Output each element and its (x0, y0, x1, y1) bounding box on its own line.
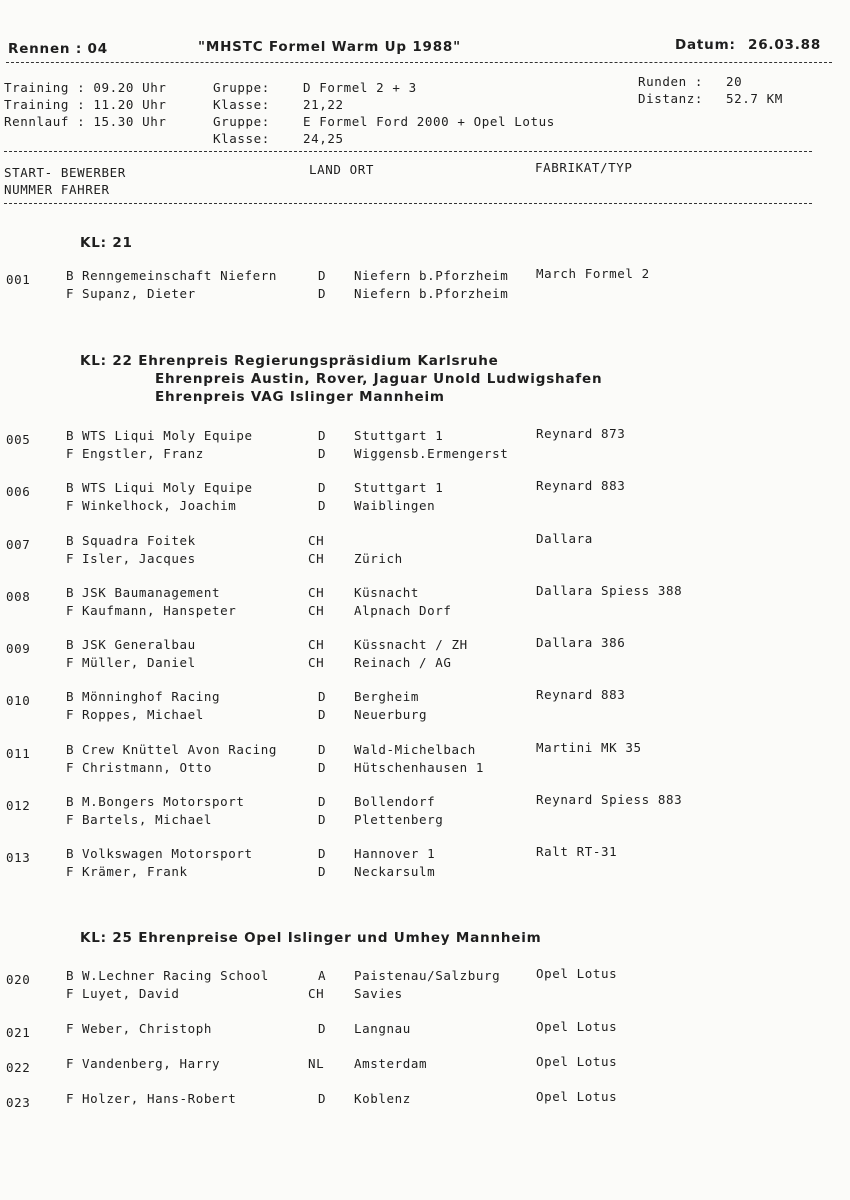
start-number: 007 (6, 537, 31, 552)
country-code: CH (308, 585, 325, 600)
role-marker: F (66, 1056, 75, 1071)
country-code: D (318, 268, 327, 283)
group-row: Gruppe: E Formel Ford 2000 + Opel Lotus (213, 114, 555, 129)
driver-name: Winkelhock, Joachim (82, 498, 237, 513)
country-code: D (318, 480, 327, 495)
location: Niefern b.Pforzheim (354, 286, 509, 301)
country-code: D (318, 1091, 327, 1106)
entrant-name: Volkswagen Motorsport (82, 846, 253, 861)
schedule-row: Training : 11.20 Uhr (4, 97, 167, 112)
country-code: CH (308, 533, 325, 548)
country-code: D (318, 446, 327, 461)
location: Küsnacht (354, 585, 420, 600)
location: Reinach / AG (354, 655, 452, 670)
driver-name: Vandenberg, Harry (82, 1056, 221, 1071)
col-fabrikat: FABRIKAT/TYP (535, 160, 633, 175)
start-number: 009 (6, 641, 31, 656)
car-model: Reynard 883 (536, 687, 626, 702)
car-model: Martini MK 35 (536, 740, 642, 755)
race-info (638, 73, 783, 107)
start-number: 020 (6, 972, 31, 987)
start-number: 010 (6, 693, 31, 708)
divider (4, 151, 812, 152)
date-label: Datum: (675, 37, 736, 53)
col-land-ort: LAND ORT (309, 162, 375, 177)
driver-name: Kaufmann, Hanspeter (82, 603, 237, 618)
role-marker: F (66, 1091, 75, 1106)
class-heading: KL: 22 Ehrenpreis Regierungspräsidium Karlsruhe (80, 353, 499, 369)
role-marker: B (66, 637, 75, 652)
role-marker: B (66, 533, 75, 548)
entrant-name: Crew Knüttel Avon Racing (82, 742, 278, 757)
country-code: D (318, 742, 327, 757)
start-number: 005 (6, 432, 31, 447)
country-code: D (318, 1021, 327, 1036)
role-marker: B (66, 846, 75, 861)
location: Langnau (354, 1021, 411, 1036)
country-code: D (318, 864, 327, 879)
driver-name: Isler, Jacques (82, 551, 196, 566)
role-marker: B (66, 585, 75, 600)
entrant-name: WTS Liqui Moly Equipe (82, 428, 253, 443)
entrant-name: JSK Baumanagement (82, 585, 221, 600)
role-marker: B (66, 689, 75, 704)
location: Zürich (354, 551, 403, 566)
start-number: 012 (6, 798, 31, 813)
car-model: Reynard 883 (536, 478, 626, 493)
distance-row: Distanz: 52.7 KM (638, 91, 783, 106)
country-code: CH (308, 603, 325, 618)
location: Wald-Michelbach (354, 742, 476, 757)
role-marker: F (66, 498, 75, 513)
location: Küssnacht / ZH (354, 637, 468, 652)
role-marker: B (66, 794, 75, 809)
role-marker: F (66, 603, 75, 618)
country-code: D (318, 760, 327, 775)
role-marker: F (66, 707, 75, 722)
role-marker: F (66, 812, 75, 827)
start-number: 021 (6, 1025, 31, 1040)
role-marker: F (66, 551, 75, 566)
driver-name: Weber, Christoph (82, 1021, 213, 1036)
entrant-name: M.Bongers Motorsport (82, 794, 245, 809)
car-model: Opel Lotus (536, 966, 618, 981)
role-marker: F (66, 446, 75, 461)
driver-name: Christmann, Otto (82, 760, 213, 775)
location: Bergheim (354, 689, 420, 704)
divider (4, 203, 812, 204)
location: Paistenau/Salzburg (354, 968, 501, 983)
location: Wiggensb.Ermengerst (354, 446, 509, 461)
role-marker: F (66, 986, 75, 1001)
class-heading: Ehrenpreis VAG Islinger Mannheim (155, 389, 445, 405)
role-marker: F (66, 760, 75, 775)
location: Savies (354, 986, 403, 1001)
role-marker: F (66, 655, 75, 670)
role-marker: F (66, 864, 75, 879)
car-model: Opel Lotus (536, 1089, 618, 1104)
entrant-name: W.Lechner Racing School (82, 968, 269, 983)
country-code: D (318, 812, 327, 827)
role-marker: B (66, 428, 75, 443)
schedule-block (4, 79, 167, 130)
driver-name: Luyet, David (82, 986, 180, 1001)
start-number: 013 (6, 850, 31, 865)
entrant-name: JSK Generalbau (82, 637, 196, 652)
car-model: Opel Lotus (536, 1019, 618, 1034)
driver-name: Holzer, Hans-Robert (82, 1091, 237, 1106)
role-marker: B (66, 268, 75, 283)
location: Neuerburg (354, 707, 428, 722)
driver-name: Engstler, Franz (82, 446, 204, 461)
driver-name: Bartels, Michael (82, 812, 213, 827)
start-number: 011 (6, 746, 31, 761)
car-model: Dallara 386 (536, 635, 626, 650)
country-code: CH (308, 551, 325, 566)
entrant-name: WTS Liqui Moly Equipe (82, 480, 253, 495)
date-value: 26.03.88 (748, 37, 822, 53)
location: Alpnach Dorf (354, 603, 452, 618)
col-nummer-fahrer: NUMMER FAHRER (4, 182, 110, 197)
country-code: D (318, 794, 327, 809)
car-model: Ralt RT-31 (536, 844, 618, 859)
location: Plettenberg (354, 812, 444, 827)
country-code: A (318, 968, 327, 983)
car-model: Reynard 873 (536, 426, 626, 441)
location: Niefern b.Pforzheim (354, 268, 509, 283)
role-marker: F (66, 286, 75, 301)
car-model: March Formel 2 (536, 266, 650, 281)
group-row: Klasse: 24,25 (213, 131, 344, 146)
country-code: NL (308, 1056, 325, 1071)
divider (6, 62, 832, 63)
schedule-row: Training : 09.20 Uhr (4, 80, 167, 95)
start-number: 006 (6, 484, 31, 499)
car-model: Reynard Spiess 883 (536, 792, 683, 807)
car-model: Opel Lotus (536, 1054, 618, 1069)
race-title: "MHSTC Formel Warm Up 1988" (198, 39, 461, 55)
schedule-row: Rennlauf : 15.30 Uhr (4, 114, 167, 129)
class-heading: KL: 25 Ehrenpreise Opel Islinger und Umhey Mannheim (80, 930, 542, 946)
class-heading: KL: 21 (80, 235, 133, 251)
start-number: 023 (6, 1095, 31, 1110)
role-marker: B (66, 742, 75, 757)
driver-name: Müller, Daniel (82, 655, 196, 670)
group-block (213, 79, 555, 147)
country-code: CH (308, 655, 325, 670)
group-row: Gruppe: D Formel 2 + 3 (213, 80, 417, 95)
start-number: 022 (6, 1060, 31, 1075)
location: Stuttgart 1 (354, 480, 444, 495)
location: Bollendorf (354, 794, 436, 809)
location: Hütschenhausen 1 (354, 760, 485, 775)
driver-name: Roppes, Michael (82, 707, 204, 722)
country-code: D (318, 286, 327, 301)
class-heading: Ehrenpreis Austin, Rover, Jaguar Unold Ludwigshafen (155, 371, 603, 387)
location: Koblenz (354, 1091, 411, 1106)
country-code: CH (308, 986, 325, 1001)
location: Amsterdam (354, 1056, 428, 1071)
entrant-name: Renngemeinschaft Niefern (82, 268, 278, 283)
country-code: CH (308, 637, 325, 652)
location: Neckarsulm (354, 864, 436, 879)
car-model: Dallara Spiess 388 (536, 583, 683, 598)
location: Hannover 1 (354, 846, 436, 861)
start-number: 008 (6, 589, 31, 604)
country-code: D (318, 846, 327, 861)
role-marker: F (66, 1021, 75, 1036)
entrant-name: Mönninghof Racing (82, 689, 221, 704)
country-code: D (318, 707, 327, 722)
driver-name: Krämer, Frank (82, 864, 188, 879)
role-marker: B (66, 968, 75, 983)
driver-name: Supanz, Dieter (82, 286, 196, 301)
country-code: D (318, 689, 327, 704)
location: Stuttgart 1 (354, 428, 444, 443)
car-model: Dallara (536, 531, 593, 546)
location: Waiblingen (354, 498, 436, 513)
start-number: 001 (6, 272, 31, 287)
laps-row: Runden : 20 (638, 74, 743, 89)
col-start-bewerber: START- BEWERBER (4, 165, 126, 180)
entrant-name: Squadra Foitek (82, 533, 196, 548)
country-code: D (318, 428, 327, 443)
race-number: Rennen : 04 (8, 41, 108, 57)
country-code: D (318, 498, 327, 513)
role-marker: B (66, 480, 75, 495)
group-row: Klasse: 21,22 (213, 97, 344, 112)
